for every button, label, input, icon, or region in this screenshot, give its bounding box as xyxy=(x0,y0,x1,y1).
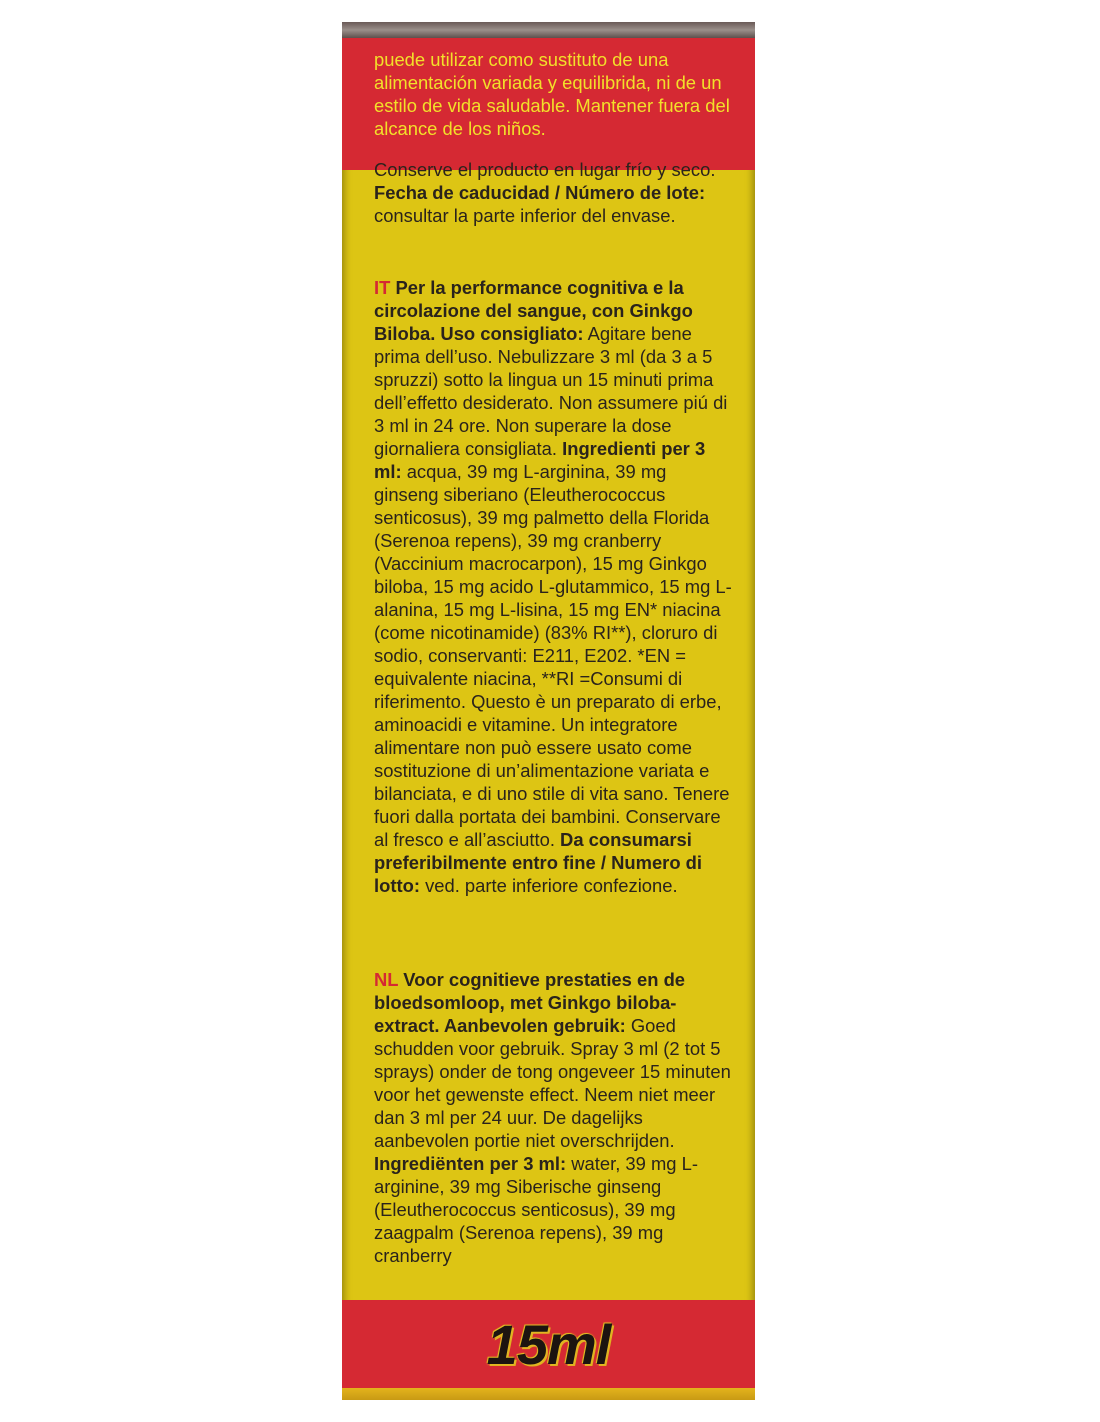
volume-label: 15ml xyxy=(486,1313,611,1376)
es-storage-b1: Fecha de caducidad / Número de lote: xyxy=(374,182,706,203)
it-t1: Agitare bene prima dell’uso. Nebulizzare 3 ml (da 3 a 5 spruzzi) sotto la lingua un 15 minuti prima dell’effetto desiderato. Non assumere piú di 3 ml in 24 ore. Non superare la dose giornaliera consigliata. xyxy=(374,323,728,459)
it-b2: Ingredienti per 3 ml: xyxy=(374,438,706,482)
es-storage-paragraph xyxy=(374,158,734,227)
es-storage-t2: consultar la parte inferior del envase. xyxy=(374,205,676,226)
es-storage-t1: Conserve el producto en lugar frío y seco. xyxy=(374,159,716,180)
nl-t1: Goed schudden voor gebruik. Spray 3 ml (2 tot 5 sprays) onder de tong ongeveer 15 minuten voor het gewenste effect. Neem niet meer dan 3 ml per 24 uur. De dagelijks aanbevolen portie niet overschrijden. xyxy=(374,1015,731,1151)
box-top-edge xyxy=(342,22,755,38)
nl-b1: Voor cognitieve prestaties en de bloedsomloop, met Ginkgo biloba-extract. Aanbevolen gebruik: xyxy=(374,969,686,1036)
it-paragraph xyxy=(374,276,734,897)
es-warning-paragraph: puede utilizar como sustituto de una alimentación variada y equilibrida, ni de un estilo de vida saludable. Mantener fuera del alcance de los niños. xyxy=(374,49,730,139)
nl-language-code: NL xyxy=(374,969,399,990)
it-b3: Da consumarsi preferibilmente entro fine / Numero di lotto: xyxy=(374,829,703,896)
es-warning-text xyxy=(374,48,734,140)
nl-section xyxy=(374,968,734,1267)
package-side-panel xyxy=(342,22,755,1400)
it-t2: acqua, 39 mg L-arginina, 39 mg ginseng siberiano (Eleutherococcus senticosus), 39 mg palmetto della Florida (Serenoa repens), 39 mg cranberry (Vaccinium macrocarpon), 15 mg Ginkgo biloba, 15 mg acido L-glutammico, 15 mg L-alanina, 15 mg L-lisina, 15 mg EN* niacina (come nicotinamide) (83% RI**), cloruro di sodio, conservanti: E211, E202. *EN = equivalente niacina, **RI =Consumi di riferimento. Questo è un preparato di erbe, aminoacidi e vitamine. Un integratore alimentare non può essere usato come sostituzione di un’alimentazione variata e bilanciata, e di uno stile di vita sano. Tenere fuori dalla portata dei bambini. Conservare al fresco e all’asciutto. xyxy=(374,461,732,850)
box-bottom-edge xyxy=(342,1388,755,1400)
nl-t2: water, 39 mg L-arginine, 39 mg Siberische ginseng (Eleutherococcus senticosus), 39 mg zaagpalm (Serenoa repens), 39 mg cranberry xyxy=(374,1153,698,1266)
it-b1: Per la performance cognitiva e la circolazione del sangue, con Ginkgo Biloba. Uso consigliato: xyxy=(374,277,693,344)
it-section xyxy=(374,276,734,897)
it-language-code: IT xyxy=(374,277,391,298)
it-t3: ved. parte inferiore confezione. xyxy=(419,875,678,896)
nl-paragraph xyxy=(374,968,734,1267)
es-storage-text xyxy=(374,158,734,227)
nl-b2: Ingrediënten per 3 ml: xyxy=(374,1153,567,1174)
